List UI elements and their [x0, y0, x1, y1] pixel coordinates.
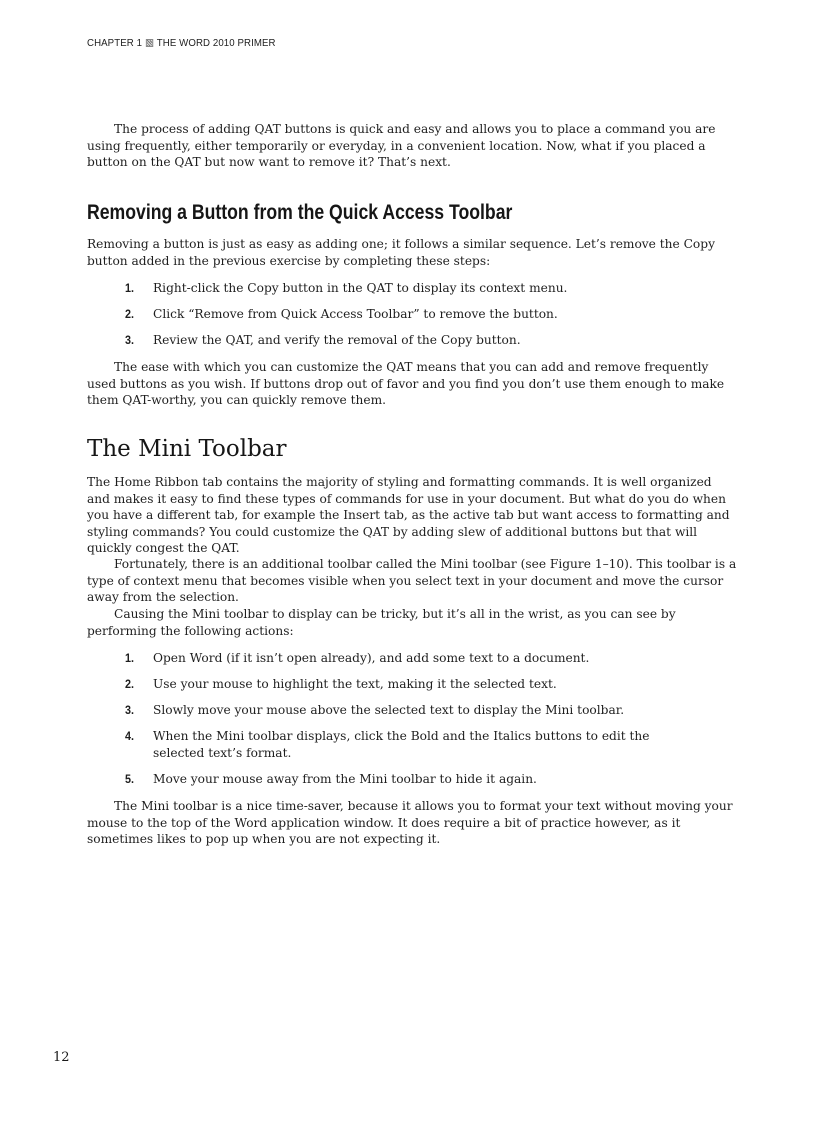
step-text: Open Word (if it isn’t open already), and add some text to a document. [153, 651, 590, 665]
separator-box-icon [146, 39, 153, 47]
mini-paragraph-2: Fortunately, there is an additional toolbar called the Mini toolbar (see Figure 1–10). This toolbar is a type of context menu that becomes visible when you select text in your document and move the cursor away from the selection. [87, 557, 737, 604]
step-number: 5. [125, 771, 135, 786]
remove-intro-paragraph: Removing a button is just as easy as adding one; it follows a similar sequence. Let’s remove the Copy button added in the previous exercise by completing these steps: [87, 237, 715, 268]
running-head-title: THE WORD 2010 PRIMER [156, 37, 276, 49]
step-number: 2. [125, 307, 135, 321]
section-heading-remove-button: Removing a Button from the Quick Access Toolbar [87, 201, 513, 224]
step-number: 3. [125, 333, 135, 347]
step-text: Click “Remove from Quick Access Toolbar” to remove the button. [153, 307, 558, 321]
mini-paragraph-3: Causing the Mini toolbar to display can be tricky, but it’s all in the wrist, as you can see by performing the following actions: [87, 607, 676, 638]
step-text: Use your mouse to highlight the text, making it the selected text. [153, 677, 557, 691]
list-item [87, 332, 687, 349]
mini-steps-list [87, 650, 687, 797]
running-head-chapter: CHAPTER 1 [87, 37, 143, 49]
running-head [87, 37, 276, 49]
remove-steps-list [87, 280, 687, 358]
list-item [87, 702, 687, 719]
mini-paragraph-1: The Home Ribbon tab contains the majority of styling and formatting commands. It is well organized and makes it easy to find these types of commands for use in your document. But what do you do when you have a different tab, for example the Insert tab, as the active tab but want access to formatting and styling commands? You could customize the QAT by adding slew of additional buttons but that will quickly congest the QAT. [87, 475, 730, 555]
step-text: When the Mini toolbar displays, click the Bold and the Italics buttons to edit the selected text’s format. [153, 729, 650, 760]
list-item [87, 650, 687, 667]
list-item [87, 280, 687, 297]
step-number: 2. [125, 677, 135, 691]
step-text: Slowly move your mouse above the selected text to display the Mini toolbar. [153, 703, 625, 717]
step-number: 3. [125, 703, 135, 717]
mini-closing-paragraph: The Mini toolbar is a nice time-saver, because it allows you to format your text without moving your mouse to the top of the Word application window. It does require a bit of practice however, as it sometimes likes to pop up when you are not expecting it. [87, 799, 733, 846]
list-item [87, 306, 687, 323]
list-item [87, 676, 687, 693]
page-number: 12 [53, 1050, 70, 1065]
step-text: Move your mouse away from the Mini toolbar to hide it again. [153, 771, 537, 786]
remove-closing-paragraph: The ease with which you can customize the QAT means that you can add and remove frequently used buttons as you wish. If buttons drop out of favor and you find you don’t use them enough to make them QAT-worthy, you can quickly remove them. [87, 360, 725, 407]
step-text: Right-click the Copy button in the QAT to display its context menu. [153, 281, 568, 295]
intro-paragraph: The process of adding QAT buttons is quick and easy and allows you to place a command you are using frequently, either temporarily or everyday, in a convenient location. Now, what if you placed a button on the QAT but now want to remove it? That’s next. [87, 122, 716, 169]
section-heading-mini-toolbar: The Mini Toolbar [87, 436, 287, 462]
step-number: 1. [125, 281, 135, 295]
step-text: Review the QAT, and verify the removal of the Copy button. [153, 333, 521, 347]
step-number: 4. [125, 729, 135, 743]
step-number: 1. [125, 651, 135, 665]
list-item [87, 771, 687, 788]
list-item [87, 728, 663, 761]
